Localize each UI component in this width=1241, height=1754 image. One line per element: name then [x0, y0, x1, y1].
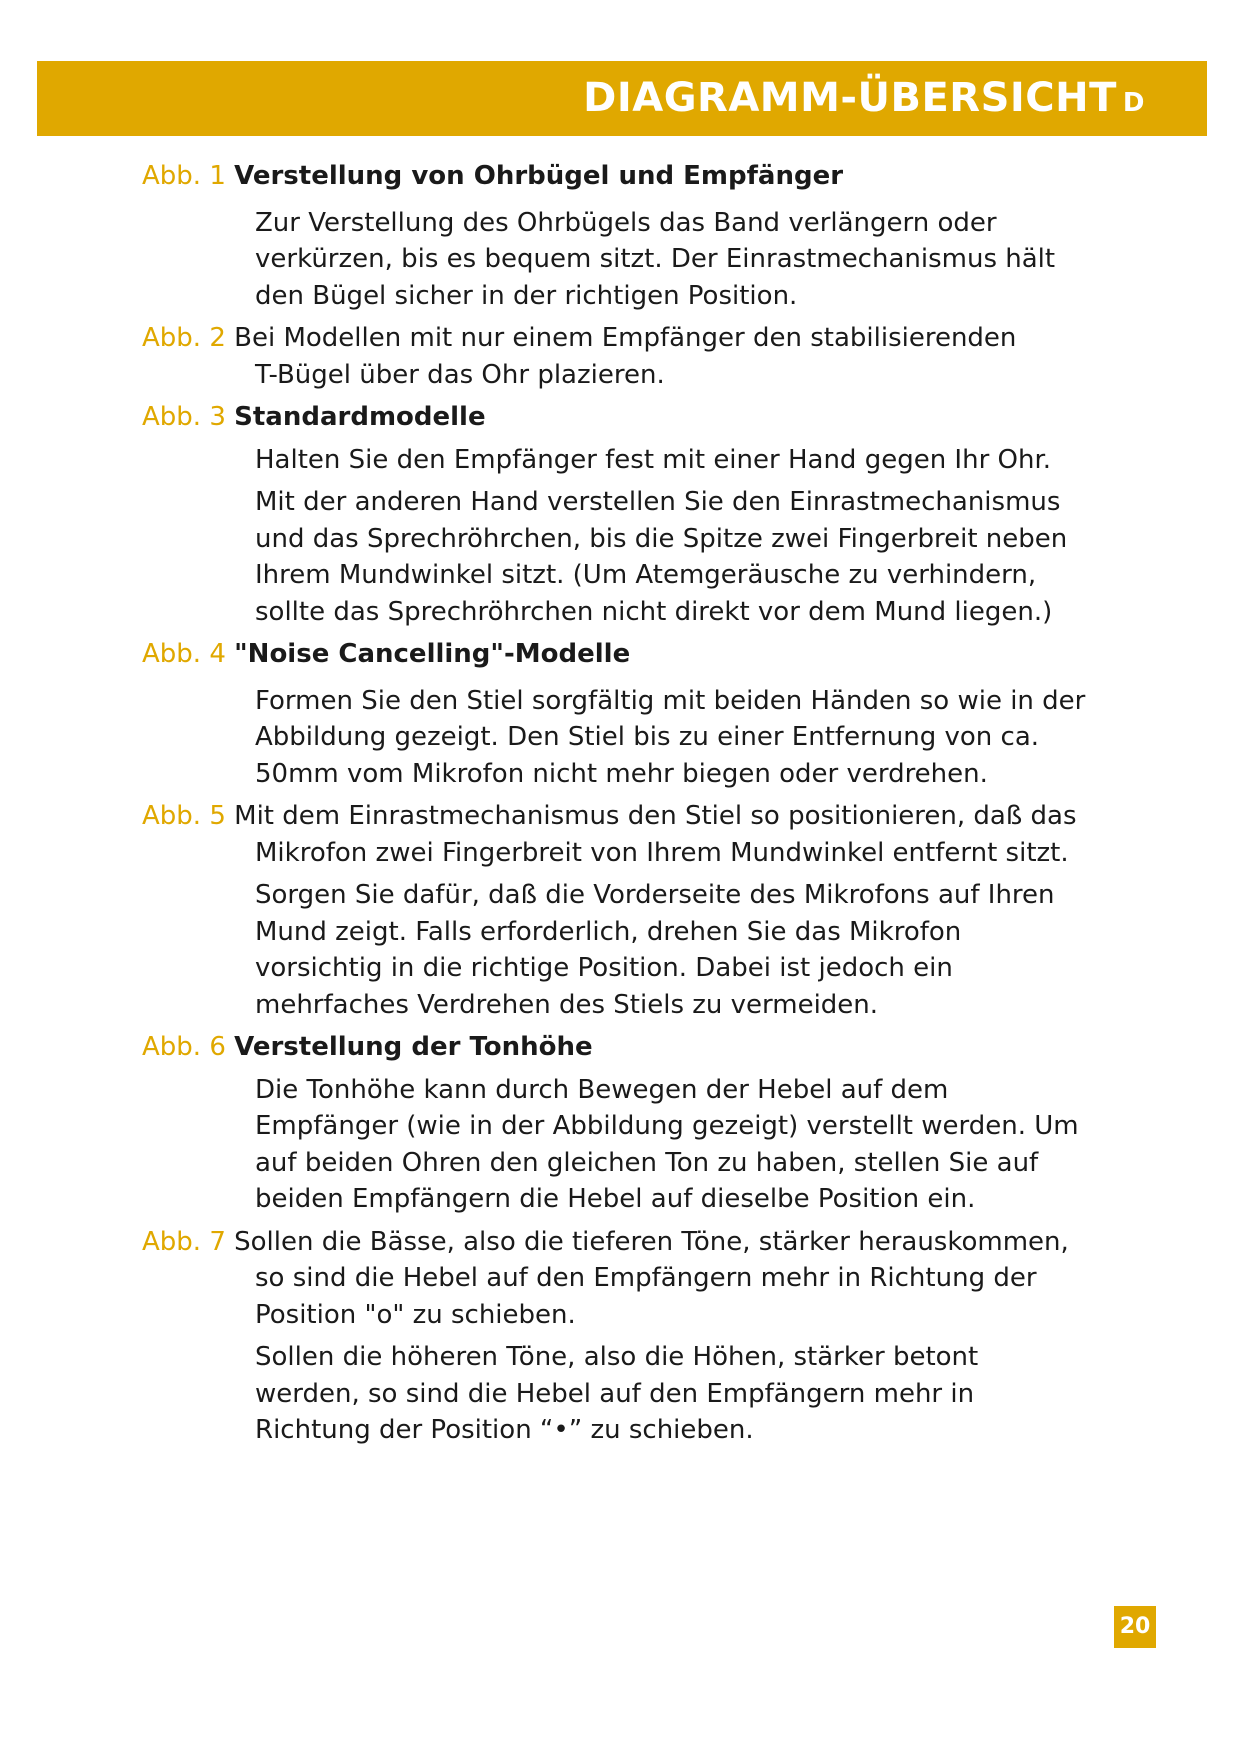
- text-line: verkürzen, bis es bequem sitzt. Der Einrastmechanismus hält: [255, 244, 1056, 274]
- text-line: 50mm vom Mikrofon nicht mehr biegen oder verdrehen.: [255, 758, 988, 789]
- section-text: Mit dem Einrastmechanismus den Stiel so positionieren, daß das: [234, 801, 1077, 831]
- page-title: [583, 75, 1145, 121]
- paragraph: [255, 877, 1142, 1023]
- section-text: Sollen die Bässe, also die tieferen Töne, stärker herauskommen,: [234, 1226, 1069, 1257]
- text-line: Abbildung gezeigt. Den Stiel bis zu einer Entfernung von ca.: [255, 722, 1040, 752]
- section-abb-1: [142, 158, 1142, 195]
- text-line: Position "o" zu schieben.: [255, 1299, 576, 1330]
- text-line: Sollen die höheren Töne, also die Höhen, stärker betont: [255, 1342, 979, 1372]
- text-line: Mund zeigt. Falls erforderlich, drehen Sie das Mikrofon: [255, 916, 962, 947]
- section-heading: Standardmodelle: [234, 402, 486, 432]
- page-number: 20: [1114, 1606, 1156, 1648]
- figure-label: Abb. 2: [142, 323, 226, 353]
- section-heading: "Noise Cancelling"-Modelle: [234, 639, 631, 669]
- language-code: D: [1122, 88, 1145, 118]
- figure-label: Abb. 4: [142, 639, 226, 669]
- figure-label: Abb. 1: [142, 161, 226, 191]
- paragraph: [255, 683, 1142, 793]
- section-abb-5: [142, 798, 1142, 835]
- text-line: Halten Sie den Empfänger fest mit einer Hand gegen Ihr Ohr.: [255, 444, 1052, 475]
- paragraph: [255, 205, 1142, 315]
- text-line: sollte das Sprechröhrchen nicht direkt vor dem Mund liegen.): [255, 596, 1053, 627]
- section-abb-6: [142, 1029, 1142, 1066]
- text-line: Empfänger (wie in der Abbildung gezeigt) verstellt werden. Um: [255, 1111, 1079, 1141]
- figure-label: Abb. 5: [142, 801, 226, 831]
- title-text: DIAGRAMM-ÜBERSICHT: [583, 75, 1117, 121]
- text-line: auf beiden Ohren den gleichen Ton zu haben, stellen Sie auf: [255, 1147, 1039, 1178]
- section-abb-7: [142, 1224, 1142, 1261]
- text-line: werden, so sind die Hebel auf den Empfängern mehr in: [255, 1378, 975, 1409]
- text-line: vorsichtig in die richtige Position. Dabei ist jedoch ein: [255, 953, 953, 983]
- section-abb-4: [142, 636, 1142, 673]
- header-bar: [37, 61, 1207, 136]
- text-line: den Bügel sicher in der richtigen Position.: [255, 280, 798, 311]
- figure-label: Abb. 3: [142, 402, 226, 432]
- paragraph: [255, 1339, 1142, 1449]
- figure-label: Abb. 7: [142, 1226, 226, 1257]
- instructions-body: [142, 158, 1142, 1449]
- text-line: und das Sprechröhrchen, bis die Spitze zwei Fingerbreit neben: [255, 523, 1068, 554]
- section-heading: Verstellung von Ohrbügel und Empfänger: [234, 161, 844, 191]
- text-line: mehrfaches Verdrehen des Stiels zu vermeiden.: [255, 989, 879, 1020]
- text-line: Zur Verstellung des Ohrbügels das Band verlängern oder: [255, 207, 997, 238]
- text-line: Mikrofon zwei Fingerbreit von Ihrem Mundwinkel entfernt sitzt.: [255, 837, 1069, 868]
- text-line: Ihrem Mundwinkel sitzt. (Um Atemgeräusche zu verhindern,: [255, 560, 1037, 590]
- paragraph: [255, 484, 1142, 630]
- section-abb-3: [142, 399, 1142, 436]
- text-line: beiden Empfängern die Hebel auf dieselbe Position ein.: [255, 1184, 976, 1214]
- figure-label: Abb. 6: [142, 1032, 226, 1062]
- text-line: T-Bügel über das Ohr plazieren.: [255, 359, 665, 390]
- paragraph: [255, 1072, 1142, 1218]
- paragraph: [255, 442, 1142, 479]
- text-line: Sorgen Sie dafür, daß die Vorderseite des Mikrofons auf Ihren: [255, 880, 1055, 910]
- text-line: Mit der anderen Hand verstellen Sie den Einrastmechanismus: [255, 487, 1061, 517]
- section-text: Bei Modellen mit nur einem Empfänger den stabilisierenden: [234, 323, 1017, 353]
- text-line: Richtung der Position “•” zu schieben.: [255, 1415, 754, 1445]
- text-line: Formen Sie den Stiel sorgfältig mit beiden Händen so wie in der: [255, 685, 1086, 716]
- text-line: so sind die Hebel auf den Empfängern mehr in Richtung der: [255, 1263, 1037, 1293]
- text-line: Die Tonhöhe kann durch Bewegen der Hebel auf dem: [255, 1074, 949, 1105]
- section-abb-2: [142, 320, 1142, 357]
- section-heading: Verstellung der Tonhöhe: [234, 1032, 593, 1062]
